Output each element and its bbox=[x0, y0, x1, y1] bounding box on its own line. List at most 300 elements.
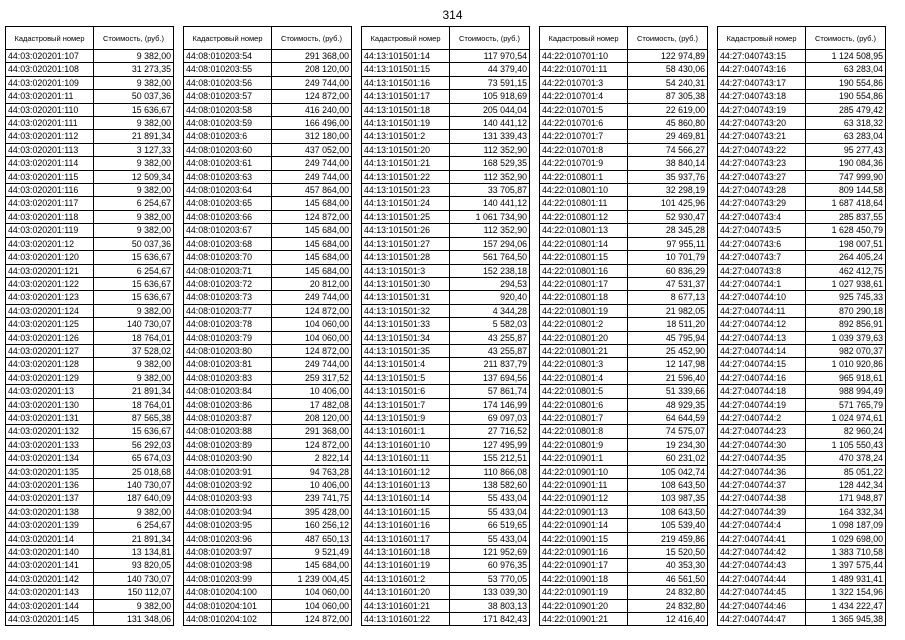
table-row bbox=[184, 344, 352, 357]
table-row bbox=[362, 103, 530, 116]
cost-cell: 60 836,29 bbox=[628, 264, 708, 277]
table-row bbox=[362, 197, 530, 210]
cadastral-number-cell: 44:27:040744:12 bbox=[718, 318, 806, 331]
table-row bbox=[540, 532, 708, 545]
cost-cell: 892 856,91 bbox=[806, 318, 886, 331]
table-row bbox=[6, 130, 174, 143]
cadastral-number-cell: 44:08:010204:102 bbox=[184, 613, 272, 626]
table-row bbox=[362, 63, 530, 76]
cost-cell: 1 024 974,61 bbox=[806, 411, 886, 424]
cadastral-number-cell: 44:03:020201:139 bbox=[6, 519, 94, 532]
table-row bbox=[184, 143, 352, 156]
table-row bbox=[540, 318, 708, 331]
cost-cell: 38 840,14 bbox=[628, 157, 708, 170]
cadastral-number-cell: 44:13:101501:7 bbox=[362, 398, 450, 411]
table-row bbox=[6, 318, 174, 331]
table-row bbox=[540, 411, 708, 424]
cadastral-number-cell: 44:22:010801:11 bbox=[540, 197, 628, 210]
table-row bbox=[540, 90, 708, 103]
table-row bbox=[718, 385, 886, 398]
cadastral-number-cell: 44:03:020201:121 bbox=[6, 264, 94, 277]
cadastral-number-cell: 44:13:101501:30 bbox=[362, 277, 450, 290]
cadastral-number-cell: 44:08:010203:6 bbox=[184, 130, 272, 143]
cadastral-number-cell: 44:13:101501:19 bbox=[362, 117, 450, 130]
table-row bbox=[540, 519, 708, 532]
cost-cell: 51 339,66 bbox=[628, 385, 708, 398]
cost-cell: 27 716,52 bbox=[450, 425, 530, 438]
table-row bbox=[362, 304, 530, 317]
cost-cell: 60 976,35 bbox=[450, 559, 530, 572]
cost-cell: 60 231,02 bbox=[628, 452, 708, 465]
table-row bbox=[184, 130, 352, 143]
cadastral-number-cell: 44:08:010203:83 bbox=[184, 371, 272, 384]
table-row bbox=[362, 251, 530, 264]
cadastral-number-cell: 44:22:010801:20 bbox=[540, 331, 628, 344]
table-row bbox=[6, 358, 174, 371]
cost-cell: 12 509,34 bbox=[94, 170, 174, 183]
cadastral-number-cell: 44:27:040744:36 bbox=[718, 465, 806, 478]
table-row bbox=[6, 143, 174, 156]
cadastral-number-cell: 44:27:040744:15 bbox=[718, 358, 806, 371]
cost-cell: 571 765,79 bbox=[806, 398, 886, 411]
table-row bbox=[184, 197, 352, 210]
cadastral-number-cell: 44:27:040744:1 bbox=[718, 277, 806, 290]
cadastral-number-cell: 44:08:010203:72 bbox=[184, 277, 272, 290]
table-row bbox=[540, 438, 708, 451]
cost-cell: 35 937,76 bbox=[628, 170, 708, 183]
cost-cell: 128 442,34 bbox=[806, 479, 886, 492]
cost-cell: 10 701,79 bbox=[628, 251, 708, 264]
table-row bbox=[540, 304, 708, 317]
cost-cell: 48 929,35 bbox=[628, 398, 708, 411]
cost-cell: 208 120,00 bbox=[272, 411, 352, 424]
cadastral-number-cell: 44:03:020201:107 bbox=[6, 50, 94, 63]
cost-cell: 25 018,68 bbox=[94, 465, 174, 478]
cadastral-number-cell: 44:27:040743:22 bbox=[718, 143, 806, 156]
cost-cell: 18 764,01 bbox=[94, 398, 174, 411]
cadastral-number-cell: 44:03:020201:118 bbox=[6, 210, 94, 223]
cadastral-number-cell: 44:08:010203:55 bbox=[184, 63, 272, 76]
cadastral-number-cell: 44:22:010901:13 bbox=[540, 505, 628, 518]
table-row bbox=[718, 358, 886, 371]
cadastral-number-cell: 44:27:040744:47 bbox=[718, 613, 806, 626]
table-row bbox=[540, 452, 708, 465]
cost-cell: 104 060,00 bbox=[272, 318, 352, 331]
cadastral-number-cell: 44:27:040744:44 bbox=[718, 572, 806, 585]
cost-cell: 208 120,00 bbox=[272, 63, 352, 76]
cost-cell: 1 105 550,43 bbox=[806, 438, 886, 451]
cost-cell: 1 628 450,79 bbox=[806, 224, 886, 237]
cost-cell: 97 955,11 bbox=[628, 237, 708, 250]
cost-cell: 127 495,99 bbox=[450, 438, 530, 451]
cost-cell: 395 428,00 bbox=[272, 505, 352, 518]
table-row bbox=[718, 559, 886, 572]
cost-cell: 31 273,35 bbox=[94, 63, 174, 76]
cadastral-number-cell: 44:22:010901:1 bbox=[540, 452, 628, 465]
cost-cell: 13 134,81 bbox=[94, 546, 174, 559]
cadastral-number-cell: 44:13:101501:5 bbox=[362, 371, 450, 384]
table-row bbox=[362, 586, 530, 599]
cadastral-number-cell: 44:08:010203:65 bbox=[184, 197, 272, 210]
table-row bbox=[184, 479, 352, 492]
cadastral-number-cell: 44:03:020201:144 bbox=[6, 599, 94, 612]
cadastral-number-cell: 44:22:010801:6 bbox=[540, 398, 628, 411]
cost-cell: 145 684,00 bbox=[272, 237, 352, 250]
cost-cell: 1 365 945,38 bbox=[806, 613, 886, 626]
table-row bbox=[6, 519, 174, 532]
cadastral-number-cell: 44:22:010901:21 bbox=[540, 613, 628, 626]
table-row bbox=[184, 103, 352, 116]
cadastral-number-cell: 44:22:010801:21 bbox=[540, 344, 628, 357]
cadastral-number-cell: 44:22:010801:5 bbox=[540, 385, 628, 398]
cost-cell: 6 254,67 bbox=[94, 197, 174, 210]
table-row bbox=[184, 224, 352, 237]
table-row bbox=[718, 63, 886, 76]
table-row bbox=[184, 291, 352, 304]
cost-cell: 43 255,87 bbox=[450, 344, 530, 357]
table-row bbox=[718, 184, 886, 197]
cadastral-number-cell: 44:03:020201:137 bbox=[6, 492, 94, 505]
cost-cell: 44 379,40 bbox=[450, 63, 530, 76]
cadastral-number-cell: 44:03:020201:145 bbox=[6, 613, 94, 626]
table-row bbox=[362, 130, 530, 143]
cadastral-number-cell: 44:22:010701:10 bbox=[540, 50, 628, 63]
cost-cell: 171 948,87 bbox=[806, 492, 886, 505]
cost-cell: 285 837,55 bbox=[806, 210, 886, 223]
table-row bbox=[184, 505, 352, 518]
cadastral-number-cell: 44:08:010203:91 bbox=[184, 465, 272, 478]
cadastral-number-cell: 44:08:010203:61 bbox=[184, 157, 272, 170]
cost-cell: 9 382,00 bbox=[94, 599, 174, 612]
cadastral-number-cell: 44:22:010801:14 bbox=[540, 237, 628, 250]
cadastral-number-cell: 44:08:010203:95 bbox=[184, 519, 272, 532]
table-row bbox=[6, 251, 174, 264]
cadastral-number-header: Кадастровый номер bbox=[6, 27, 94, 50]
cadastral-number-cell: 44:27:040743:17 bbox=[718, 76, 806, 89]
table-row bbox=[6, 532, 174, 545]
cost-cell: 171 842,43 bbox=[450, 613, 530, 626]
cadastral-number-cell: 44:13:101501:26 bbox=[362, 224, 450, 237]
cost-cell: 1 098 187,09 bbox=[806, 519, 886, 532]
cost-cell: 69 097,03 bbox=[450, 411, 530, 424]
header-row bbox=[184, 27, 352, 50]
table-row bbox=[362, 170, 530, 183]
cadastral-number-cell: 44:08:010203:56 bbox=[184, 76, 272, 89]
table-row bbox=[362, 492, 530, 505]
cadastral-number-cell: 44:08:010203:93 bbox=[184, 492, 272, 505]
cost-cell: 190 084,36 bbox=[806, 157, 886, 170]
table-row bbox=[540, 197, 708, 210]
cost-cell: 93 820,05 bbox=[94, 559, 174, 572]
table-row bbox=[362, 519, 530, 532]
cost-cell: 105 918,69 bbox=[450, 90, 530, 103]
cost-cell: 55 433,04 bbox=[450, 532, 530, 545]
cadastral-number-cell: 44:22:010801:18 bbox=[540, 291, 628, 304]
cost-cell: 9 382,00 bbox=[94, 76, 174, 89]
table-row bbox=[718, 224, 886, 237]
table-row bbox=[540, 344, 708, 357]
cost-cell: 55 433,04 bbox=[450, 492, 530, 505]
cost-cell: 205 044,04 bbox=[450, 103, 530, 116]
table-row bbox=[362, 371, 530, 384]
cadastral-number-cell: 44:08:010203:63 bbox=[184, 170, 272, 183]
cost-cell: 21 891,34 bbox=[94, 385, 174, 398]
cost-cell: 53 770,05 bbox=[450, 572, 530, 585]
cost-cell: 38 803,13 bbox=[450, 599, 530, 612]
table-row bbox=[540, 170, 708, 183]
cadastral-number-cell: 44:22:010901:16 bbox=[540, 546, 628, 559]
cadastral-number-cell: 44:27:040743:15 bbox=[718, 50, 806, 63]
table-row bbox=[540, 479, 708, 492]
cost-cell: 291 368,00 bbox=[272, 50, 352, 63]
table-row bbox=[362, 385, 530, 398]
cadastral-number-cell: 44:22:010901:14 bbox=[540, 519, 628, 532]
cadastral-number-cell: 44:27:040744:39 bbox=[718, 505, 806, 518]
cost-cell: 312 180,00 bbox=[272, 130, 352, 143]
cost-cell: 47 531,37 bbox=[628, 277, 708, 290]
cost-cell: 870 290,18 bbox=[806, 304, 886, 317]
cadastral-number-cell: 44:13:101501:28 bbox=[362, 251, 450, 264]
cost-cell: 1 397 575,44 bbox=[806, 559, 886, 572]
cadastral-number-cell: 44:03:020201:127 bbox=[6, 344, 94, 357]
cost-cell: 25 452,90 bbox=[628, 344, 708, 357]
cost-cell: 21 982,05 bbox=[628, 304, 708, 317]
cost-cell: 46 561,50 bbox=[628, 572, 708, 585]
cadastral-number-cell: 44:13:101501:22 bbox=[362, 170, 450, 183]
cost-cell: 140 730,07 bbox=[94, 479, 174, 492]
cost-cell: 166 496,00 bbox=[272, 117, 352, 130]
table-row bbox=[718, 90, 886, 103]
cadastral-number-cell: 44:22:010801:9 bbox=[540, 438, 628, 451]
cost-cell: 21 891,34 bbox=[94, 130, 174, 143]
cadastral-number-cell: 44:03:020201:13 bbox=[6, 385, 94, 398]
cost-table bbox=[717, 26, 886, 626]
cadastral-number-cell: 44:13:101601:10 bbox=[362, 438, 450, 451]
table-row bbox=[6, 197, 174, 210]
cost-cell: 249 744,00 bbox=[272, 76, 352, 89]
cost-cell: 54 240,31 bbox=[628, 76, 708, 89]
table-row bbox=[540, 103, 708, 116]
cost-cell: 124 872,00 bbox=[272, 344, 352, 357]
cost-cell: 1 027 938,61 bbox=[806, 277, 886, 290]
cost-cell: 103 987,35 bbox=[628, 492, 708, 505]
cost-cell: 9 382,00 bbox=[94, 184, 174, 197]
table-row bbox=[6, 492, 174, 505]
cost-cell: 487 650,13 bbox=[272, 532, 352, 545]
cadastral-number-cell: 44:03:020201:12 bbox=[6, 237, 94, 250]
cost-cell: 29 469,81 bbox=[628, 130, 708, 143]
cost-cell: 124 872,00 bbox=[272, 210, 352, 223]
cost-cell: 124 872,00 bbox=[272, 438, 352, 451]
table-row bbox=[6, 170, 174, 183]
table-row bbox=[6, 385, 174, 398]
cost-cell: 24 832,80 bbox=[628, 586, 708, 599]
cost-cell: 140 441,12 bbox=[450, 117, 530, 130]
cadastral-number-cell: 44:08:010203:78 bbox=[184, 318, 272, 331]
cadastral-number-cell: 44:13:101501:33 bbox=[362, 318, 450, 331]
cost-cell: 145 684,00 bbox=[272, 251, 352, 264]
cadastral-number-cell: 44:03:020201:125 bbox=[6, 318, 94, 331]
cadastral-number-cell: 44:27:040743:28 bbox=[718, 184, 806, 197]
cost-cell: 457 864,00 bbox=[272, 184, 352, 197]
cost-cell: 104 060,00 bbox=[272, 599, 352, 612]
table-row bbox=[6, 103, 174, 116]
table-row bbox=[362, 505, 530, 518]
cost-cell: 6 254,67 bbox=[94, 264, 174, 277]
table-row bbox=[6, 371, 174, 384]
table-row bbox=[6, 505, 174, 518]
table-row bbox=[362, 291, 530, 304]
cadastral-number-header: Кадастровый номер bbox=[718, 27, 806, 50]
cadastral-number-cell: 44:08:010203:71 bbox=[184, 264, 272, 277]
cadastral-number-cell: 44:27:040744:42 bbox=[718, 546, 806, 559]
cost-cell: 63 318,32 bbox=[806, 117, 886, 130]
cost-cell: 9 382,00 bbox=[94, 117, 174, 130]
table-row bbox=[184, 358, 352, 371]
table-row bbox=[718, 331, 886, 344]
cost-cell: 56 292,03 bbox=[94, 438, 174, 451]
table-row bbox=[184, 117, 352, 130]
cost-cell: 95 277,43 bbox=[806, 143, 886, 156]
table-row bbox=[6, 291, 174, 304]
cadastral-number-cell: 44:03:020201:115 bbox=[6, 170, 94, 183]
cadastral-number-cell: 44:13:101601:14 bbox=[362, 492, 450, 505]
cost-cell: 22 619,00 bbox=[628, 103, 708, 116]
table-row bbox=[184, 264, 352, 277]
cadastral-number-cell: 44:13:101601:12 bbox=[362, 465, 450, 478]
table-row bbox=[540, 157, 708, 170]
cost-cell: 131 348,06 bbox=[94, 613, 174, 626]
table-row bbox=[6, 438, 174, 451]
table-row bbox=[540, 599, 708, 612]
cadastral-number-cell: 44:27:040743:27 bbox=[718, 170, 806, 183]
cadastral-number-cell: 44:03:020201:113 bbox=[6, 143, 94, 156]
cadastral-number-cell: 44:13:101501:35 bbox=[362, 344, 450, 357]
cadastral-number-cell: 44:08:010203:88 bbox=[184, 425, 272, 438]
cadastral-number-cell: 44:13:101601:15 bbox=[362, 505, 450, 518]
cost-cell: 32 298,19 bbox=[628, 184, 708, 197]
table-row bbox=[6, 559, 174, 572]
cost-table bbox=[183, 26, 352, 626]
cadastral-number-cell: 44:13:101601:13 bbox=[362, 479, 450, 492]
cadastral-number-cell: 44:13:101501:20 bbox=[362, 143, 450, 156]
cadastral-number-cell: 44:03:020201:128 bbox=[6, 358, 94, 371]
cadastral-number-cell: 44:13:101501:31 bbox=[362, 291, 450, 304]
cost-header: Стоимость, (руб.) bbox=[450, 27, 530, 50]
cadastral-number-cell: 44:13:101501:17 bbox=[362, 90, 450, 103]
cadastral-number-cell: 44:27:040744:19 bbox=[718, 398, 806, 411]
cadastral-number-cell: 44:13:101501:3 bbox=[362, 264, 450, 277]
table-row bbox=[362, 90, 530, 103]
cadastral-number-cell: 44:03:020201:133 bbox=[6, 438, 94, 451]
cadastral-number-cell: 44:13:101501:6 bbox=[362, 385, 450, 398]
cost-cell: 211 837,79 bbox=[450, 358, 530, 371]
cost-cell: 105 539,40 bbox=[628, 519, 708, 532]
cadastral-number-cell: 44:22:010901:12 bbox=[540, 492, 628, 505]
table-row bbox=[6, 452, 174, 465]
table-row bbox=[718, 532, 886, 545]
table-row bbox=[540, 371, 708, 384]
cost-table-4 bbox=[539, 26, 708, 626]
cost-cell: 988 994,49 bbox=[806, 385, 886, 398]
table-row bbox=[718, 130, 886, 143]
table-row bbox=[6, 237, 174, 250]
cost-cell: 124 872,00 bbox=[272, 613, 352, 626]
cadastral-number-cell: 44:08:010203:73 bbox=[184, 291, 272, 304]
cadastral-number-cell: 44:03:020201:114 bbox=[6, 157, 94, 170]
cadastral-number-cell: 44:03:020201:131 bbox=[6, 411, 94, 424]
cadastral-number-cell: 44:13:101501:18 bbox=[362, 103, 450, 116]
cost-cell: 101 425,96 bbox=[628, 197, 708, 210]
cadastral-number-cell: 44:08:010203:77 bbox=[184, 304, 272, 317]
table-row bbox=[362, 143, 530, 156]
header-row bbox=[540, 27, 708, 50]
cost-cell: 152 238,18 bbox=[450, 264, 530, 277]
cost-cell: 74 566,27 bbox=[628, 143, 708, 156]
cost-cell: 9 382,00 bbox=[94, 157, 174, 170]
cost-cell: 4 344,28 bbox=[450, 304, 530, 317]
table-row bbox=[184, 559, 352, 572]
cost-cell: 160 256,12 bbox=[272, 519, 352, 532]
cost-cell: 9 382,00 bbox=[94, 50, 174, 63]
cadastral-number-cell: 44:13:101501:21 bbox=[362, 157, 450, 170]
cost-cell: 187 640,09 bbox=[94, 492, 174, 505]
cadastral-number-cell: 44:27:040744:11 bbox=[718, 304, 806, 317]
cost-cell: 110 866,08 bbox=[450, 465, 530, 478]
table-row bbox=[6, 411, 174, 424]
cost-cell: 74 575,07 bbox=[628, 425, 708, 438]
table-row bbox=[718, 344, 886, 357]
table-row bbox=[718, 599, 886, 612]
cadastral-number-cell: 44:08:010203:81 bbox=[184, 358, 272, 371]
table-row bbox=[718, 304, 886, 317]
cadastral-number-cell: 44:27:040743:23 bbox=[718, 157, 806, 170]
cost-cell: 12 416,40 bbox=[628, 613, 708, 626]
cadastral-number-cell: 44:08:010204:101 bbox=[184, 599, 272, 612]
cost-cell: 108 643,50 bbox=[628, 479, 708, 492]
cadastral-number-cell: 44:08:010203:97 bbox=[184, 546, 272, 559]
cadastral-number-cell: 44:03:020201:108 bbox=[6, 63, 94, 76]
cadastral-number-cell: 44:22:010701:5 bbox=[540, 103, 628, 116]
cost-cell: 33 705,87 bbox=[450, 184, 530, 197]
table-row bbox=[718, 103, 886, 116]
table-row bbox=[184, 519, 352, 532]
cadastral-number-cell: 44:22:010801:19 bbox=[540, 304, 628, 317]
cadastral-number-cell: 44:03:020201:11 bbox=[6, 90, 94, 103]
cadastral-number-cell: 44:08:010203:92 bbox=[184, 479, 272, 492]
header-row bbox=[362, 27, 530, 50]
table-row bbox=[6, 277, 174, 290]
cadastral-number-cell: 44:22:010901:15 bbox=[540, 532, 628, 545]
table-row bbox=[6, 210, 174, 223]
table-row bbox=[6, 613, 174, 626]
table-row bbox=[362, 50, 530, 63]
table-row bbox=[540, 237, 708, 250]
table-row bbox=[362, 546, 530, 559]
cadastral-number-cell: 44:22:010701:8 bbox=[540, 143, 628, 156]
cost-cell: 190 554,86 bbox=[806, 76, 886, 89]
cost-cell: 122 974,89 bbox=[628, 50, 708, 63]
cadastral-number-cell: 44:13:101601:16 bbox=[362, 519, 450, 532]
cadastral-number-cell: 44:22:010801:8 bbox=[540, 425, 628, 438]
table-row bbox=[184, 251, 352, 264]
cost-cell: 112 352,90 bbox=[450, 143, 530, 156]
cost-cell: 249 744,00 bbox=[272, 291, 352, 304]
cost-cell: 249 744,00 bbox=[272, 358, 352, 371]
table-row bbox=[184, 170, 352, 183]
cost-cell: 108 643,50 bbox=[628, 505, 708, 518]
table-row bbox=[718, 318, 886, 331]
